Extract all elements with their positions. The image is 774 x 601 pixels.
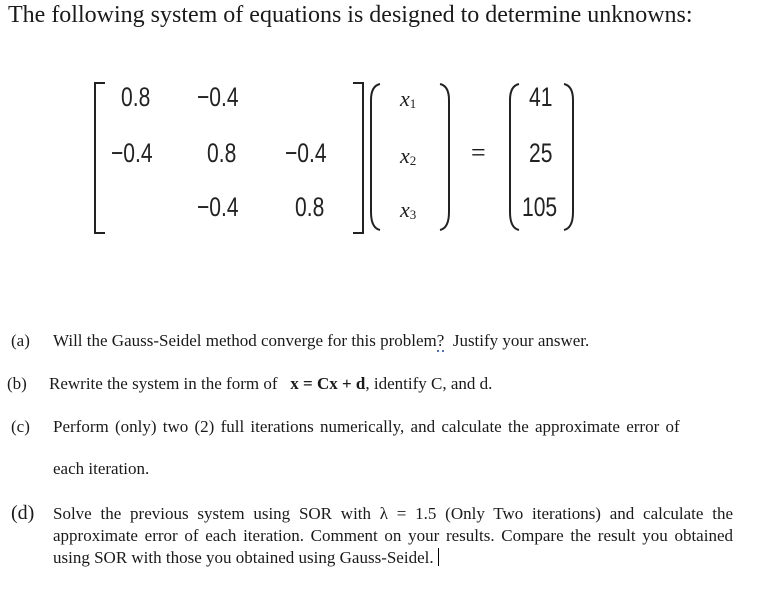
question-a-label: (a): [11, 331, 30, 350]
question-b-formula: x = Cx + d: [290, 374, 366, 393]
rhs-value-1: 41: [529, 82, 553, 112]
var-x1: $x_1$: [400, 86, 417, 111]
problem-title: The following system of equations is designed to determine unknowns:: [8, 2, 693, 28]
var-x3: $x_3$: [400, 197, 417, 222]
question-b-text: Rewrite the system in the form of x = Cx + d, identify C, and d.: [49, 374, 493, 393]
rhs-right-brace: [562, 82, 576, 232]
rhs-value-3: 105: [522, 192, 558, 222]
vector-left-brace: [368, 82, 382, 232]
matrix-cell-2-2: 0.8: [207, 138, 237, 168]
question-d-label: (d): [11, 502, 35, 524]
question-b-label: (b): [7, 374, 27, 393]
question-a-mark: ?: [436, 331, 445, 350]
question-a-text: Will the Gauss-Seidel method converge for this problem? Justify your answer.: [53, 331, 590, 350]
matrix-right-bracket: [353, 82, 364, 234]
question-c-label: (c): [11, 417, 30, 436]
equals-sign: =: [471, 138, 486, 167]
matrix-left-bracket: [94, 82, 105, 234]
question-c-line1: Perform (only) two (2) full iterations numerically, and calculate the approximate error of: [53, 417, 680, 436]
matrix-cell-3-3: 0.8: [295, 192, 325, 222]
vector-right-brace: [438, 82, 452, 232]
question-d-text: Solve the previous system using SOR with λ = 1.5 (Only Two iterations) and calculate the approximate error of each iteration. Comment on your results. Compare the result you obtained using SOR with those you obtained using Gauss-Seidel.: [53, 504, 733, 567]
rhs-value-2: 25: [529, 138, 553, 168]
matrix-cell-2-3: −0.4: [285, 138, 327, 168]
var-x2: $x_2$: [400, 143, 417, 168]
rhs-left-brace: [507, 82, 521, 232]
matrix-cell-1-2: −0.4: [197, 82, 239, 112]
matrix-cell-3-2: −0.4: [197, 192, 239, 222]
question-c-line2: each iteration.: [53, 459, 150, 478]
matrix-cell-1-1: 0.8: [121, 82, 151, 112]
text-cursor: [438, 548, 439, 566]
matrix-cell-2-1: −0.4: [111, 138, 153, 168]
